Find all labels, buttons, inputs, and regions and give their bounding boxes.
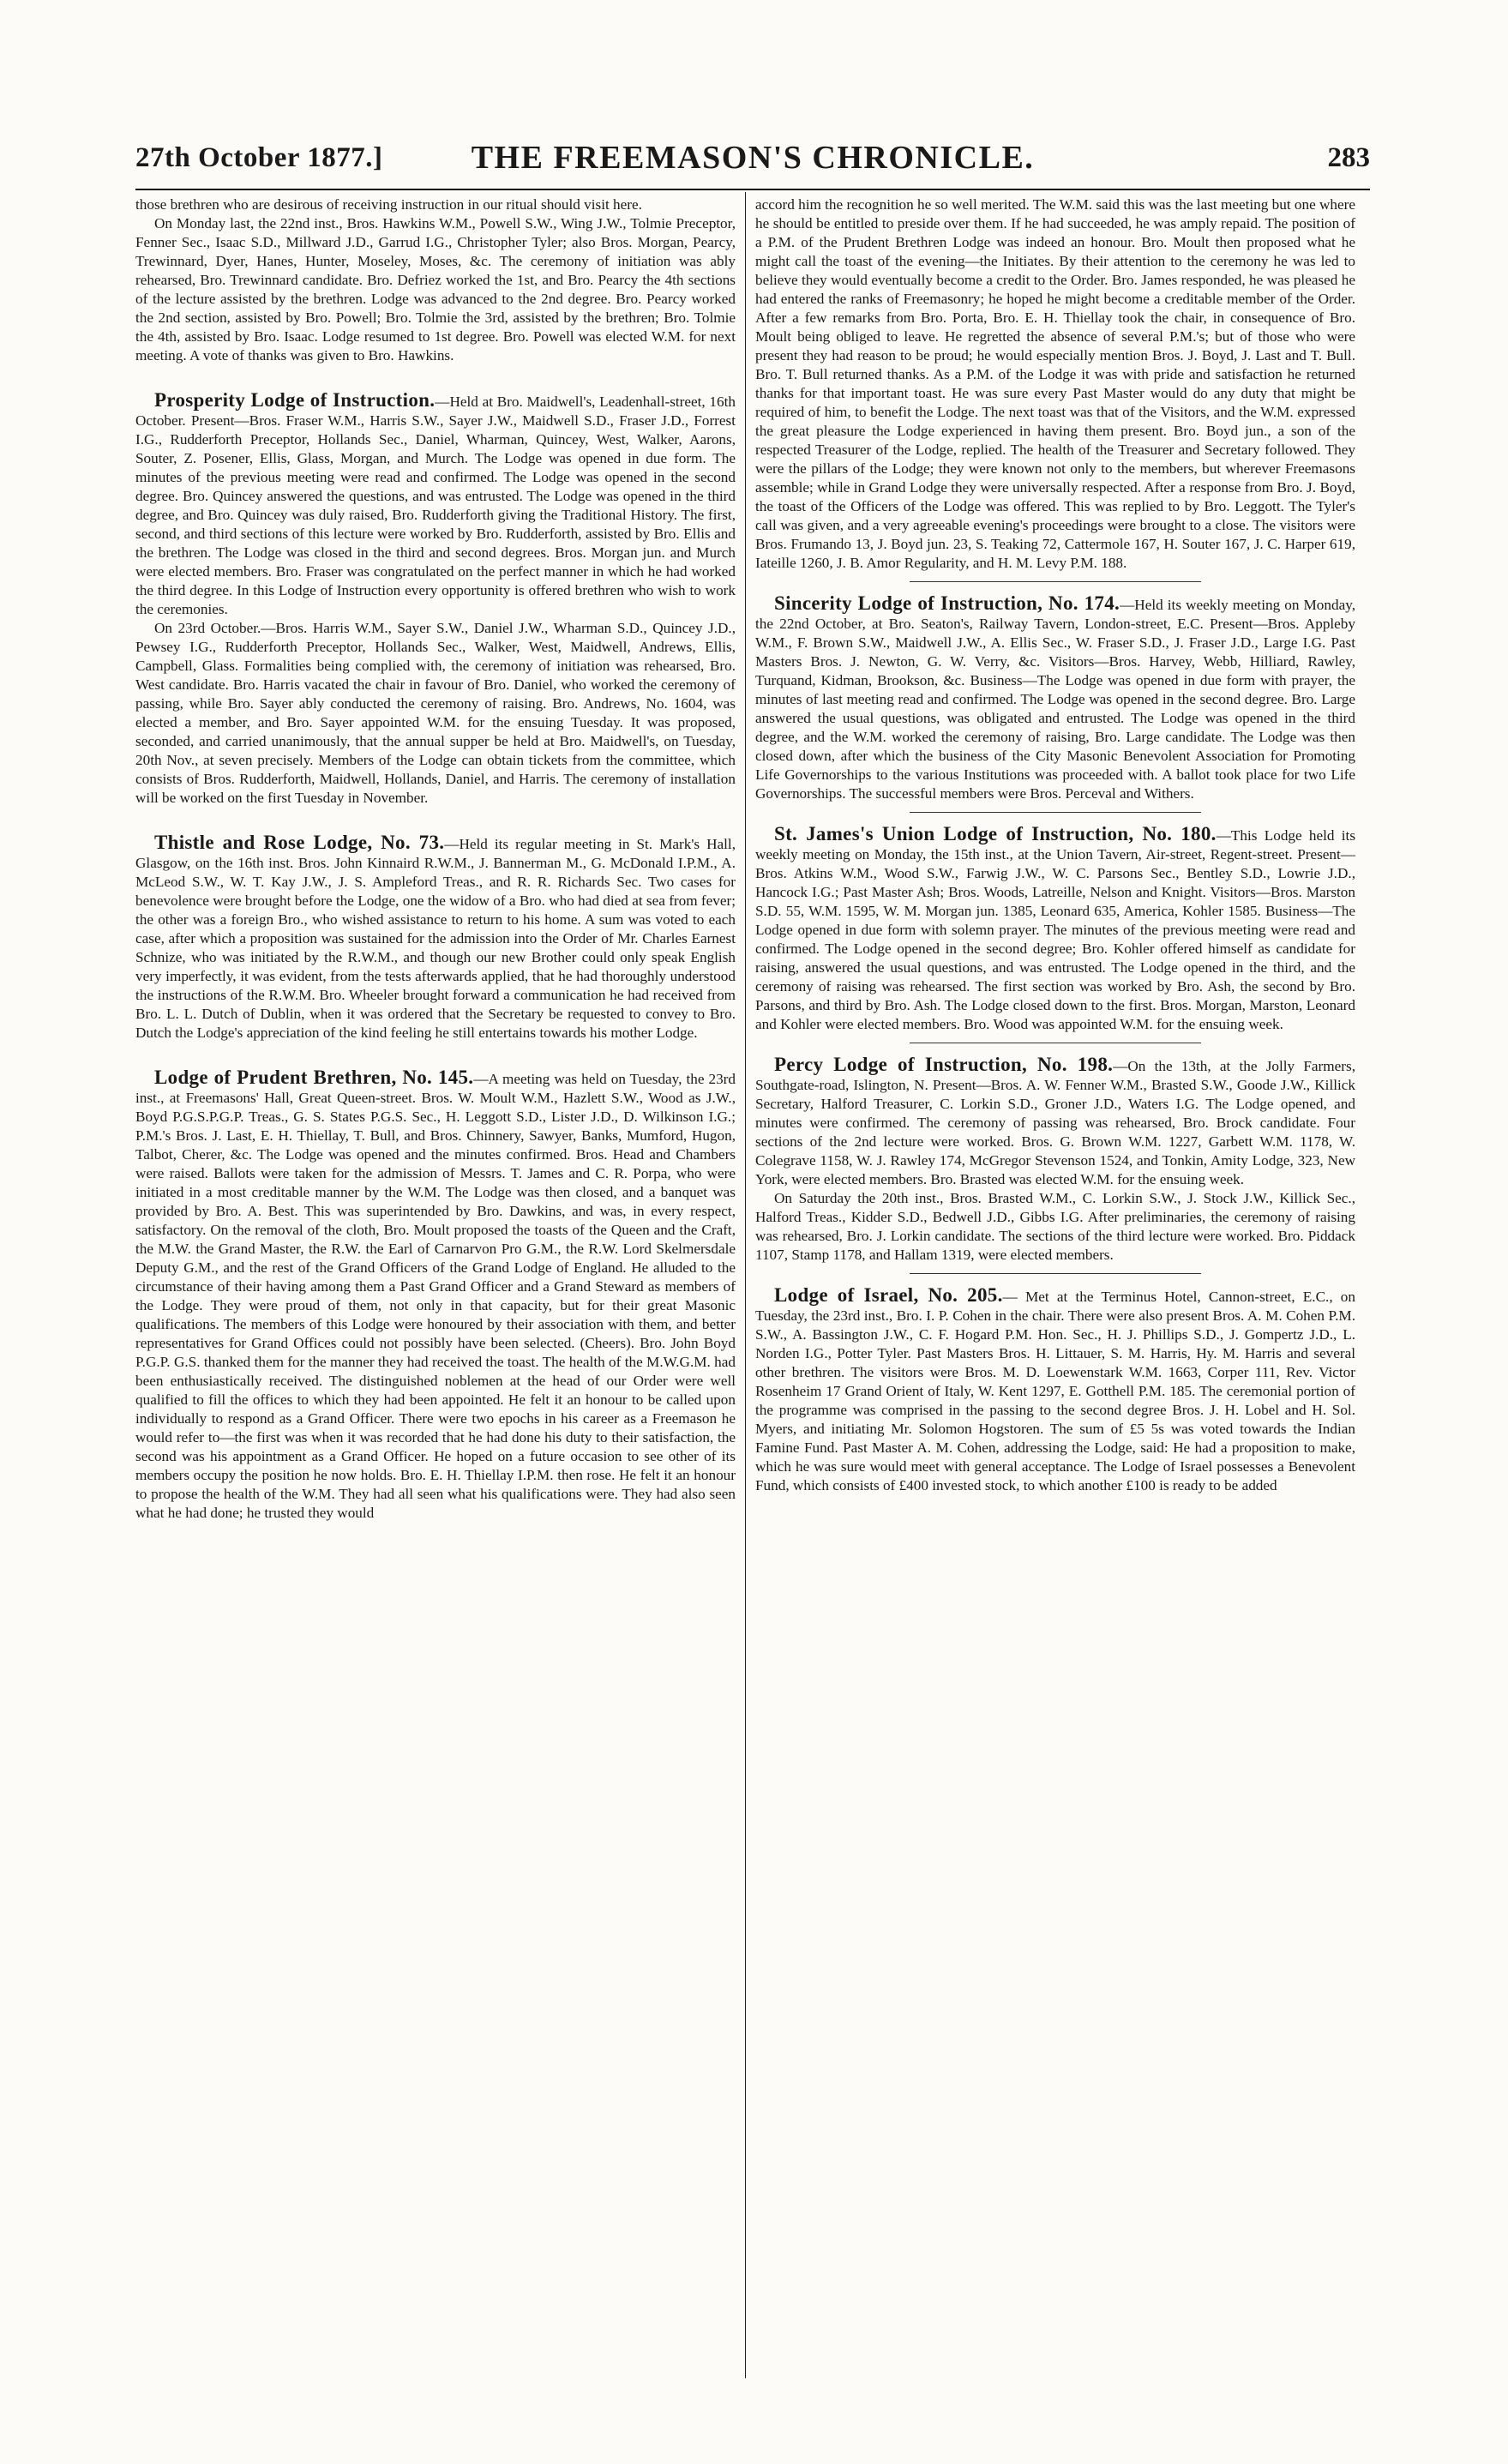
article-heading: Thistle and Rose Lodge, No. 73. <box>154 832 445 853</box>
article-sincerity-lodge <box>755 594 1355 803</box>
article-heading: Lodge of Israel, No. 205. <box>774 1284 1003 1306</box>
lodge-report-paragraph: On Monday last, the 22nd inst., Bros. Hawkins W.M., Powell S.W., Wing J.W., Tolmie Preceptor, Fenner Sec., Isaac S.D., Millward J.D., Garrud I.G., Christopher Tyler; also Bros. Morgan, Pearcy, Trewinnard, Dyer, Hanes, Hunter, Moseley, Moses, &c. The ceremony of initiation was ably rehearsed, Bro. Trewinnard candidate. Bro. Defriez worked the 1st, and Bro. Pearcy the 4th sections of the lecture assisted by the brethren. Lodge was advanced to the 2nd degree. Bro. Pearcy worked the 2nd section, assisted by Bro. Powell; Bro. Tolmie the 3rd, assisted by the brethren; Bro. Tolmie the 4th, assisted by Bro. Isaac. Lodge resumed to 1st degree. Bro. Powell was elected W.M. for next meeting. A vote of thanks was given to Bro. Hawkins. <box>135 215 736 364</box>
article-heading: Percy Lodge of Instruction, No. 198. <box>774 1054 1114 1075</box>
article-heading: Lodge of Prudent Brethren, No. 145. <box>154 1067 474 1088</box>
section-divider <box>910 581 1201 582</box>
left-column <box>135 195 736 1523</box>
article-body: —On the 13th, at the Jolly Farmers, Southgate-road, Islington, N. Present—Bros. A. W. Fenner W.M., Brasted S.W., Goode J.W., Killick Secretary, Halford Treasurer, C. Lorkin S.D., Groner J.D., Waters I.G. The Lodge opened, and minutes were confirmed. The ceremony of passing was rehearsed, Bro. Brock candidate. Four sections of the 2nd lecture were worked. Bros. G. Brown W.M. 1227, Garbett W.M. 1178, W. Colegrave 1158, W. J. Rawley 174, McGregor Stevenson 1524, and Tonkin, Amity Lodge, 323, New York, were elected members. Bro. Brasted was elected W.M. for the ensuing week. <box>755 1058 1355 1187</box>
article-body: On Saturday the 20th inst., Bros. Brasted W.M., C. Lorkin S.W., J. Stock J.W., Killick Sec., Halford Treas., Kidder S.D., Bedwell J.D., Gibbs I.G. After preliminaries, the ceremony of raising was rehearsed, Bro. J. Lorkin candidate. The sections of the third lecture were worked. Bro. Piddack 1107, Stamp 1178, and Hallam 1319, were elected members. <box>755 1190 1355 1263</box>
section-divider <box>910 812 1201 813</box>
article-body: On 23rd October.—Bros. Harris W.M., Sayer S.W., Daniel J.W., Wharman S.D., Quincey J.D., Pewsey I.G., Rudderforth Preceptor, Hollands Sec., Walker, West, Maidwell, Andrews, Ellis, Campbell, Glass. Formalities being complied with, the ceremony of initiation was rehearsed, Bro. West candidate. Bro. Harris vacated the chair in favour of Bro. Daniel, who worked the ceremony of passing, while Bro. Sayer ably conducted the ceremony of raising. Bro. Andrews, No. 1604, was elected a member, and Bro. Sayer appointed W.M. for the ensuing Tuesday. It was proposed, seconded, and carried unanimously, that the annual supper be held at Bro. Maidwell's, on Tuesday, 20th Nov., at seven precisely. Members of the Lodge can obtain tickets from the committee, which consists of Bros. Rudderforth, Maidwell, Hollands, Daniel, and Harris. The ceremony of installation will be worked on the first Tuesday in November. <box>135 620 736 806</box>
page-number: 283 <box>1327 142 1370 173</box>
article-thistle-and-rose-lodge <box>135 833 736 1043</box>
continued-paragraph: accord him the recognition he so well merited. The W.M. said this was the last meeting but one where he should be entitled to preside over them. If he had succeeded, he was amply repaid. The position of a P.M. of the Prudent Brethren Lodge was indeed an honour. Bro. Moult then proposed what he might call the toast of the evening—the Initiates. By their attention to the ceremony he was led to believe they would eventually become a credit to the Order. Bro. James responded, he was pleased he had entered the ranks of Freemasonry; he hoped he might become a creditable member of the Order. After a few remarks from Bro. Porta, Bro. E. H. Thiellay took the chair, in consequence of Bro. Moult being obliged to leave. He regretted the absence of several P.M.'s; but of those who were present they had reason to be proud; he would especially mention Bros. J. Boyd, J. Last and T. Bull. Bro. T. Bull returned thanks. As a P.M. of the Lodge it was with pride and satisfaction he returned thanks for that important toast. He was sure every Past Master would do any duty that might be required of him, to benefit the Lodge. The next toast was that of the Visitors, and the W.M. expressed the great pleasure the Lodge experienced in having them present. Bro. Boyd jun., a son of the respected Treasurer of the Lodge, replied. The health of the Treasurer and Secretary followed. They were the pillars of the Lodge; they were known not only to the members, but wherever Freemasons assemble; while in Grand Lodge they were universally respected. After a response from Bro. J. Boyd, the toast of the Officers of the Lodge was offered. This was replied to by Bro. Leggott. The Tyler's call was given, and a very agreeable evening's proceedings were brought to a close. The visitors were Bros. Frumando 13, J. Boyd jun. 23, S. Teaking 72, Cattermole 167, H. Souter 167, J. C. Harper 619, Iateille 1260, J. B. Amor Regularity, and H. M. Levy P.M. 188. <box>755 196 1355 571</box>
page-header <box>135 135 1370 185</box>
publication-title: THE FREEMASON'S CHRONICLE. <box>471 140 1035 176</box>
article-prosperity-lodge <box>135 391 736 808</box>
continued-paragraph: those brethren who are desirous of receiving instruction in our ritual should visit here. <box>135 196 642 213</box>
section-divider <box>910 1273 1201 1274</box>
article-lodge-of-israel <box>755 1286 1355 1495</box>
article-prudent-brethren-lodge <box>135 1068 736 1523</box>
issue-date: 27th October 1877.] <box>135 142 383 173</box>
article-heading: Prosperity Lodge of Instruction. <box>154 389 436 411</box>
article-st-james-union-lodge <box>755 825 1355 1034</box>
article-percy-lodge <box>755 1055 1355 1265</box>
article-body: —This Lodge held its weekly meeting on Monday, the 15th inst., at the Union Tavern, Air-street, Regent-street. Present—Bros. Atkins W.M., Wood S.W., Farwig J.W., W. C. Parsons Sec., Bentley S.D., Lowrie J.D., Hancock I.G.; Past Master Ash; Bros. Woods, Latreille, Nelson and Knight. Visitors—Bros. Marston S.D. 55, W.M. 1595, W. M. Morgan jun. 1385, Leonard 635, America, Kohler 1585. Business—The Lodge opened in due form with solemn prayer. The minutes of the previous meeting were read and confirmed. The Lodge opened in the second degree; Bro. Kohler offered himself as candidate for raising, answered the usual questions, and was entrusted. The Lodge opened in the third, and the ceremony of raising was rehearsed. The first section was worked by Bro. Ash, the second by Bro. Parsons, and third by Bro. Ash. The Lodge closed down to the first. Bros. Morgan, Marston, Leonard and Kohler were elected members. Bro. Wood was appointed W.M. for the ensuing week. <box>755 827 1356 1032</box>
article-body: —Held its weekly meeting on Monday, the 22nd October, at Bro. Seaton's, Railway Tavern, London-street, E.C. Present—Bros. Appleby W.M., F. Brown S.W., Maidwell J.W., A. Ellis Sec., W. Fraser S.D., J. Fraser J.D., Large I.G. Past Masters Bros. J. Newton, G. W. Verry, &c. Visitors—Bros. Harvey, Webb, Hilliard, Rawley, Turquand, Kidman, Brookson, &c. Business—The Lodge was opened in due form with prayer, the minutes of last meeting read and confirmed. The Lodge was opened in the second degree. Bro. Large answered the usual questions, was obligated and entrusted. The Lodge was opened in the third degree, and the W.M. worked the ceremony of raising, Bro. Large candidate. The Lodge was then closed down, after which the business of the City Masonic Benevolent Association for Promoting Life Governorships to the various Institutions was proceeded with. A ballot took place for two Life Governorships. The successful members were Bros. Perceval and Withers. <box>755 597 1355 802</box>
column-divider <box>745 192 746 2378</box>
article-body: — Met at the Terminus Hotel, Cannon-street, E.C., on Tuesday, the 23rd inst., Bro. I. P. Cohen in the chair. There were also present Bros. A. M. Cohen P.M. S.W., A. Bassington J.W., C. F. Hogard P.M. Hon. Sec., H. J. Phillips S.D., J. Gompertz J.D., L. Norden I.G., Potter Tyler. Past Masters Bros. H. Littauer, S. M. Harris, Hy. M. Harris and several other brethren. The visitors were Bros. M. D. Loewenstark W.M. 1663, Corper 111, Rev. Victor Rosenheim 17 Grand Orient of Italy, W. Kent 1297, E. Gotthell P.M. 185. The ceremonial portion of the programme was comprised in the passing to the second degree Bros. J. H. Lobel and H. Sol. Myers, and initiating Mr. Solomon Hogstoren. The sum of £5 5s was voted towards the Indian Famine Fund. Past Master A. M. Cohen, addressing the Lodge, said: He had a proposition to make, which he was sure would meet with general acceptance. The Lodge of Israel possesses a Benevolent Fund, which consists of £400 invested stock, to which another £100 is ready to be added <box>755 1289 1355 1493</box>
article-body: —Held at Bro. Maidwell's, Leadenhall-street, 16th October. Present—Bros. Fraser W.M., Harris S.W., Sayer J.W., Maidwell S.D., Fraser J.D., Forrest I.G., Rudderforth Preceptor, Hollands Sec., Daniel, Wharman, Quincey, West, Walker, Aarons, Souter, Z. Posener, Ellis, Glass, Morgan, and Murch. The Lodge was opened in due form. The minutes of the previous meeting were read and confirmed. The Lodge was opened in the second degree. Bro. Quincey answered the questions, and was entrusted. The Lodge was opened in the third degree, and Bro. Quincey was duly raised, Bro. Rudderforth giving the Traditional History. The first, second, and third sections of this lecture were worked by Bro. Rudderforth, assisted by Bro. Ellis and the brethren. The Lodge was closed in the third and second degrees. Bros. Morgan jun. and Murch were elected members. Bro. Fraser was congratulated on the perfect manner in which he had worked the third degree. In this Lodge of Instruction every opportunity is offered brethren who wish to work the ceremonies. <box>135 394 736 617</box>
article-heading: Sincerity Lodge of Instruction, No. 174. <box>774 592 1120 614</box>
right-column <box>755 195 1355 1495</box>
article-body: —Held its regular meeting in St. Mark's Hall, Glasgow, on the 16th inst. Bros. John Kinnaird R.W.M., J. Bannerman M., G. McDonald I.P.M., A. McLeod S.W., W. T. Kay J.W., J. S. Ampleford Treas., and R. R. Richards Sec. Two cases for benevolence were brought before the Lodge, one the widow of a Bro. who had died at sea from fever; the other was a foreign Bro., who wished assistance to return to his home. A sum was voted to each case, after which a proposition was sustained for the admission into the Order of Mr. Charles Earnest Schnize, who was initiated by the R.W.M., and though our new Brother could only speak English very imperfectly, it was evident, from the tests afterwards applied, that he had thoroughly understood the instructions of the R.W.M. Bro. Wheeler brought forward a communication he had received from Bro. L. L. Dutch of Dublin, when it was ordered that the Secretary be requested to convey to Bro. Dutch the Lodge's appreciation of the kind feeling he still entertains towards his mother Lodge. <box>135 836 736 1041</box>
article-heading: St. James's Union Lodge of Instruction, No. 180. <box>774 823 1217 844</box>
article-body: —A meeting was held on Tuesday, the 23rd inst., at Freemasons' Hall, Great Queen-street. Bros. W. Moult W.M., Hazlett S.W., Wood as J.W., Boyd P.G.S.P.G.P. Treas., G. S. States P.G.S. Sec., H. Leggott S.D., Lister J.D., D. Wilkinson I.G.; P.M.'s Bros. J. Last, E. H. Thiellay, T. Bull, and Bros. Chinnery, Sawyer, Banks, Mumford, Hugon, Talbot, Cherer, &c. The Lodge was opened and the minutes confirmed. Bros. Head and Chambers were raised. Ballots were taken for the admission of Messrs. T. James and C. R. Porpa, who were initiated in a most creditable manner by the W.M. The Lodge was then closed, and a banquet was provided by Bro. A. Best. This was superintended by Bro. Dawkins, and was, in every respect, satisfactory. On the removal of the cloth, Bro. Moult proposed the toasts of the Queen and the Craft, the M.W. the Grand Master, the R.W. the Earl of Carnarvon Pro G.M., the R.W. Lord Skelmersdale Deputy G.M., and the rest of the Grand Officers of the Grand Lodge of England. He alluded to the circumstance of their having among them a Past Grand Officer and a Grand Steward as members of the Lodge. They were proud of them, not only in that capacity, but for their great Masonic qualifications. The members of this Lodge were honoured by their association with them, and better representatives for Grand Offices could not possibly have been selected. (Cheers). Bro. John Boyd P.G.P. G.S. thanked them for the manner they had received the toast. The health of the M.W.G.M. had been enthusiastically received. The distinguished noblemen at the head of our Order were well qualified to fill the offices to which they had been appointed. He felt it an honour to be called upon individually to respond as a Grand Officer. There were two epochs in his career as a Freemason he would refer to—the first was when it was recorded that he had done his duty to their satisfaction, the second was his appointment as a Grand Officer. He hoped on a future occasion to see other of its members occupy the position he now holds. Bro. E. H. Thiellay I.P.M. then rose. He felt it an honour to propose the health of the W.M. They had all seen what his qualifications were. They had also seen what he had done; he trusted they would <box>135 1071 736 1521</box>
header-rule <box>135 189 1370 190</box>
